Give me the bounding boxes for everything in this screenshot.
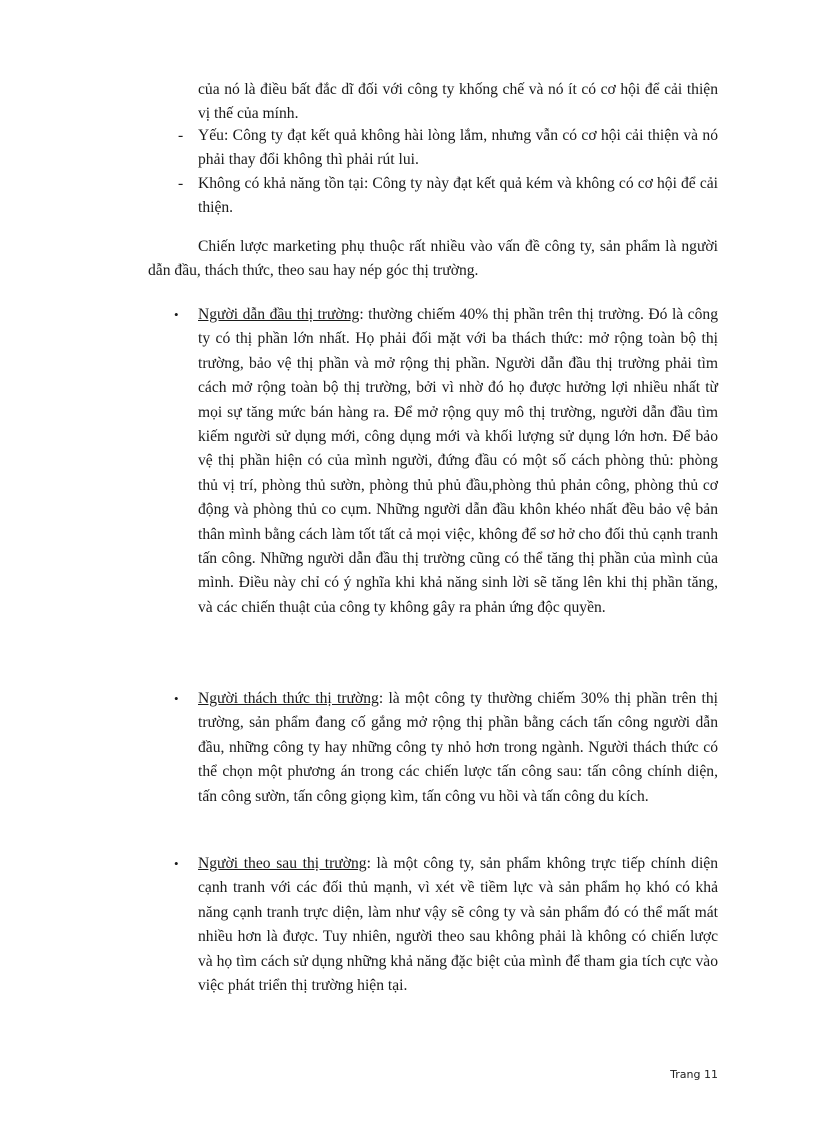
intro-paragraph: Chiến lược marketing phụ thuộc rất nhiều vào vấn đề công ty, sản phẩm là người dẫn đầu, thách thức, theo sau hay nép góc thị trường. xyxy=(148,238,718,279)
bullet-paragraph xyxy=(198,303,718,620)
dash-item-weak xyxy=(176,124,718,172)
bullet-paragraph xyxy=(198,687,718,809)
dash-marker: - xyxy=(178,175,184,192)
bullet-term: Người dẫn đầu thị trường xyxy=(198,306,360,323)
bullet-market-challenger xyxy=(174,687,718,809)
bullet-body: : thường chiếm 40% thị phần trên thị trường. Đó là công ty có thị phần lớn nhất. Họ phải đối mặt với ba thách thức: mở rộng toàn bộ thị trường, bảo vệ thị phần và mở rộng thị phần. Người dẫn đầu thị trường phải tìm cách mở rộng toàn bộ thị trường, bởi vì nhờ đó họ được hưởng lợi nhiều nhất từ mọi sự tăng mức bán hàng ra. Để mở rộng quy mô thị trường, người dẫn đầu tìm kiếm người sử dụng mới, công dụng mới và khối lượng sử dụng lớn hơn. Để bảo vệ thị phần hiện có của mình người, đứng đầu có một số cách phòng thủ: phòng thủ vị trí, phòng thủ sườn, phòng thủ phủ đầu,phòng thủ phản công, phòng thủ cơ động và phòng thủ co cụm. Những người dẫn đầu khôn khéo nhất đều bảo vệ bản thân mình bằng cách làm tốt tất cả mọi việc, không để sơ hở cho đối thủ cạnh tranh tấn công. Những người dẫn đầu thị trường cũng có thể tăng thị phần của mình của mình. Điều này chỉ có ý nghĩa khi khả năng sinh lời sẽ tăng lên khi thị phần tăng, và các chiến thuật của công ty không gây ra phản ứng độc quyền. xyxy=(198,306,718,616)
bullet-paragraph xyxy=(198,852,718,998)
bullet-icon: • xyxy=(174,856,179,871)
continuation-text: của nó là điều bất đắc dĩ đối với công ty khống chế và nó ít có cơ hội để cải thiện vị thế của mính. xyxy=(198,81,718,122)
bullet-body: : là một công ty, sản phẩm không trực tiếp chính diện cạnh tranh với các đối thủ mạnh, vì xét về tiềm lực và sản phẩm họ khó có khả năng cạnh tranh trực diện, làm như vậy sẽ công ty và sản phẩm đó có thể mất mát nhiều hơn là được. Tuy nhiên, người theo sau không phải là không có chiến lược và họ tìm cách sử dụng những khả năng đặc biệt của mình để tham gia tích cực vào việc phát triển thị trường hiện tại. xyxy=(198,855,718,995)
bullet-market-follower xyxy=(174,852,718,998)
dash-list xyxy=(176,124,718,220)
dash-item-not-viable xyxy=(176,172,718,220)
bullet-market-leader xyxy=(174,303,718,620)
bullet-icon: • xyxy=(174,691,179,706)
bullet-icon: • xyxy=(174,307,179,322)
page-number: Trang 11 xyxy=(670,1068,718,1081)
dash-item-text: Yếu: Công ty đạt kết quả không hài lòng lắm, nhưng vẫn có cơ hội cải thiện và nó phải thay đổi không thì phải rút lui. xyxy=(198,127,718,168)
bullet-body: : là một công ty thường chiếm 30% thị phần trên thị trường, sản phẩm đang cố gắng mở rộng thị phần bằng cách tấn công người dẫn đầu, những công ty hay những công ty nhỏ hơn trong ngành. Người thách thức có thể chọn một phương án trong các chiến lược tấn công sau: tấn công chính diện, tấn công sườn, tấn công giọng kìm, tấn công vu hồi và tấn công du kích. xyxy=(198,690,718,805)
bullet-term: Người theo sau thị trường xyxy=(198,855,367,872)
dash-item-text: Không có khả năng tồn tại: Công ty này đạt kết quả kém và không có cơ hội để cải thiện. xyxy=(198,175,718,216)
bullet-term: Người thách thức thị trường xyxy=(198,690,379,707)
dash-marker: - xyxy=(178,127,184,144)
